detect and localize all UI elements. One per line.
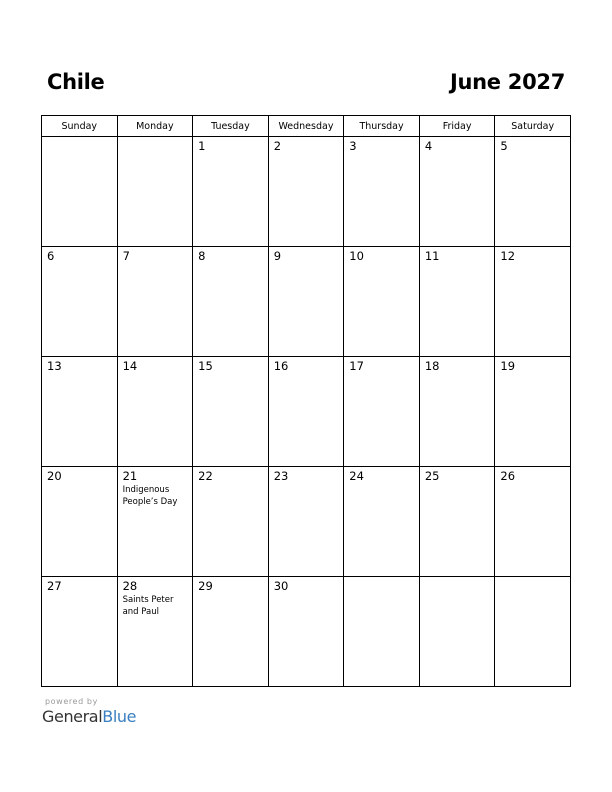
day-number: 27 <box>47 579 62 593</box>
day-cell <box>193 357 269 467</box>
day-number: 21 <box>122 469 138 483</box>
day-cell <box>42 137 118 247</box>
day-number: 11 <box>424 249 440 263</box>
day-cell <box>495 137 571 247</box>
week-row <box>42 357 571 467</box>
day-cell <box>419 137 495 247</box>
day-cell <box>193 467 269 577</box>
weekday-header-row <box>42 116 571 137</box>
week-row <box>42 577 571 687</box>
week-row <box>42 247 571 357</box>
country-title: Chile <box>47 70 105 94</box>
day-cell <box>344 467 420 577</box>
day-cell <box>495 467 571 577</box>
day-number: 24 <box>349 469 364 483</box>
calendar-grid <box>41 115 571 687</box>
day-cell <box>193 577 269 687</box>
weekday-saturday: Saturday <box>495 116 571 137</box>
weekday-thursday: Thursday <box>344 116 420 137</box>
day-number: 12 <box>500 249 516 263</box>
holiday-line: Saints Peter <box>122 595 174 605</box>
day-cell <box>117 357 193 467</box>
holiday-label <box>123 484 193 508</box>
brand-general-text: General <box>42 707 103 726</box>
day-cell <box>42 357 118 467</box>
day-cell <box>495 577 571 687</box>
day-number: 25 <box>424 469 440 483</box>
day-cell <box>344 137 420 247</box>
brand-logo <box>42 707 136 726</box>
day-cell <box>344 577 420 687</box>
day-cell <box>268 577 344 687</box>
day-number: 1 <box>198 139 206 153</box>
day-cell <box>42 247 118 357</box>
day-number: 8 <box>198 249 206 263</box>
day-cell <box>495 247 571 357</box>
day-cell <box>268 467 344 577</box>
day-cell <box>268 247 344 357</box>
holiday-line: Indigenous <box>122 485 170 495</box>
weekday-sunday: Sunday <box>42 116 118 137</box>
week-row <box>42 137 571 247</box>
day-number: 23 <box>273 469 289 483</box>
day-cell <box>117 137 193 247</box>
day-cell <box>419 577 495 687</box>
day-number: 7 <box>122 249 130 263</box>
week-row <box>42 467 571 577</box>
day-cell <box>268 137 344 247</box>
day-number: 22 <box>198 469 213 483</box>
day-number: 16 <box>273 359 289 373</box>
day-number: 18 <box>424 359 440 373</box>
day-number: 4 <box>424 139 433 153</box>
day-cell <box>495 357 571 467</box>
day-number: 29 <box>198 579 213 593</box>
weekday-wednesday: Wednesday <box>268 116 344 137</box>
brand-blue-text: Blue <box>102 707 137 726</box>
day-cell <box>344 357 420 467</box>
day-number: 19 <box>500 359 516 373</box>
day-number: 26 <box>500 469 516 483</box>
day-cell <box>193 137 269 247</box>
day-number: 28 <box>122 579 138 593</box>
day-number: 2 <box>273 139 282 153</box>
powered-by-text: powered by <box>45 697 98 706</box>
holiday-label <box>123 594 193 618</box>
day-cell <box>419 357 495 467</box>
day-number: 30 <box>273 579 289 593</box>
weekday-friday: Friday <box>419 116 495 137</box>
day-number: 14 <box>122 359 138 373</box>
day-number: 17 <box>349 359 364 373</box>
day-number: 13 <box>47 359 62 373</box>
day-cell <box>419 247 495 357</box>
day-number: 9 <box>273 249 282 263</box>
day-number: 20 <box>47 469 62 483</box>
weekday-tuesday: Tuesday <box>193 116 269 137</box>
day-number: 6 <box>47 249 55 263</box>
day-cell <box>344 247 420 357</box>
day-cell <box>193 247 269 357</box>
weekday-monday: Monday <box>117 116 193 137</box>
day-cell <box>117 577 193 687</box>
day-cell <box>42 577 118 687</box>
month-year-title: June 2027 <box>449 70 565 94</box>
footer-branding <box>42 697 136 726</box>
day-cell <box>117 467 193 577</box>
day-cell <box>117 247 193 357</box>
day-number: 5 <box>500 139 508 153</box>
day-cell <box>42 467 118 577</box>
holiday-line: and Paul <box>122 607 159 617</box>
day-cell <box>419 467 495 577</box>
day-cell <box>268 357 344 467</box>
day-number: 3 <box>349 139 357 153</box>
day-number: 15 <box>198 359 213 373</box>
day-number: 10 <box>349 249 364 263</box>
holiday-line: People’s Day <box>122 497 178 507</box>
